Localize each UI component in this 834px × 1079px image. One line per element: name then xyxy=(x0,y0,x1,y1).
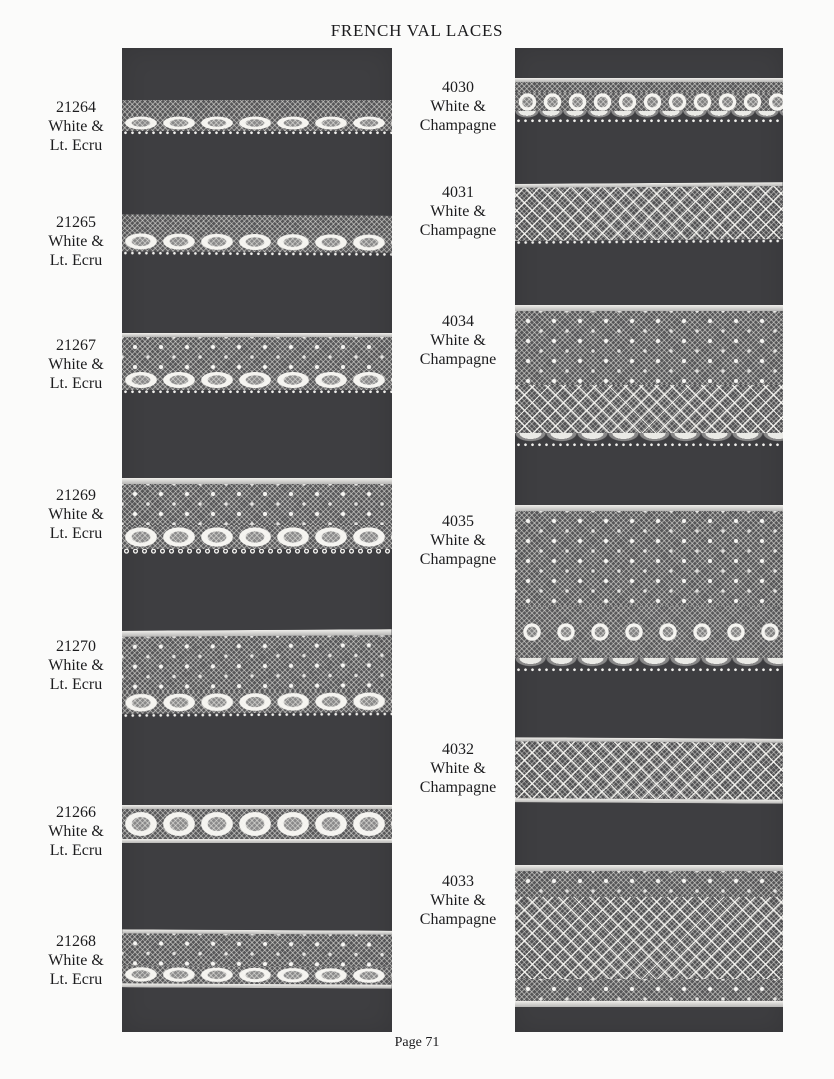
lace-band xyxy=(515,93,783,111)
lace-band xyxy=(122,337,392,370)
lace-band xyxy=(122,933,392,966)
lace-band xyxy=(515,979,783,1001)
item-color-line1: White & xyxy=(48,657,104,674)
item-code: 21265 xyxy=(56,214,96,231)
item-color-line2: Lt. Ecru xyxy=(49,842,103,859)
right-sample-panel xyxy=(515,48,783,1032)
lace-sample-4034 xyxy=(515,305,783,448)
item-color-line2: Lt. Ecru xyxy=(49,137,103,154)
item-color-line2: Lt. Ecru xyxy=(49,676,103,693)
lace-band xyxy=(515,606,783,658)
item-color-line1: White & xyxy=(48,118,104,135)
lace-band xyxy=(515,1001,783,1007)
item-color-line2: Champagne xyxy=(419,779,497,796)
lace-band xyxy=(122,214,392,232)
item-label-21269 xyxy=(28,486,124,543)
item-color-line2: Lt. Ecru xyxy=(49,252,103,269)
item-label-21270 xyxy=(28,637,124,694)
lace-sample-4033 xyxy=(515,865,783,1007)
lace-band xyxy=(122,370,392,390)
lace-band xyxy=(122,525,392,549)
lace-band xyxy=(122,390,392,395)
item-code: 21269 xyxy=(56,487,96,504)
lace-band xyxy=(122,809,392,839)
item-code: 4034 xyxy=(442,313,474,330)
lace-band xyxy=(515,798,783,803)
lace-band xyxy=(515,239,783,246)
item-color-line1: White & xyxy=(48,952,104,969)
lace-band xyxy=(122,484,392,525)
item-label-21264 xyxy=(28,98,124,155)
lace-band xyxy=(515,897,783,979)
lace-sample-4035 xyxy=(515,505,783,673)
item-code: 21270 xyxy=(56,638,96,655)
item-label-4031 xyxy=(402,183,514,240)
item-label-21265 xyxy=(28,213,124,270)
item-color-line1: White & xyxy=(430,892,486,909)
lace-band xyxy=(122,839,392,843)
item-code: 21266 xyxy=(56,804,96,821)
lace-band xyxy=(122,131,392,136)
item-color-line1: White & xyxy=(48,356,104,373)
item-color-line1: White & xyxy=(430,760,486,777)
item-label-21268 xyxy=(28,932,124,989)
lace-band xyxy=(122,251,392,257)
left-sample-panel xyxy=(122,48,392,1032)
item-color-line2: Champagne xyxy=(419,551,497,568)
item-color-line1: White & xyxy=(48,233,104,250)
lace-band xyxy=(515,119,783,124)
item-color-line2: Lt. Ecru xyxy=(49,375,103,392)
item-color-line2: Lt. Ecru xyxy=(49,971,103,988)
item-label-21266 xyxy=(28,803,124,860)
lace-band xyxy=(122,690,392,714)
item-color-line1: White & xyxy=(48,823,104,840)
item-code: 4030 xyxy=(442,79,474,96)
lace-band xyxy=(122,712,392,719)
item-label-4032 xyxy=(402,740,514,797)
lace-band xyxy=(515,871,783,897)
lace-sample-21268 xyxy=(122,929,392,988)
item-code: 4033 xyxy=(442,873,474,890)
item-color-line1: White & xyxy=(430,98,486,115)
item-label-4030 xyxy=(402,78,514,135)
lace-sample-21270 xyxy=(122,629,393,719)
lace-sample-21266 xyxy=(122,805,392,843)
item-code: 4035 xyxy=(442,513,474,530)
item-label-21267 xyxy=(28,336,124,393)
item-color-line2: Champagne xyxy=(419,911,497,928)
lace-band xyxy=(122,965,392,984)
lace-band xyxy=(515,668,783,673)
item-color-line2: Lt. Ecru xyxy=(49,525,103,542)
item-color-line2: Champagne xyxy=(419,117,497,134)
lace-sample-21264 xyxy=(122,100,392,136)
lace-band xyxy=(122,115,392,131)
item-code: 21264 xyxy=(56,99,96,116)
item-code: 4031 xyxy=(442,184,474,201)
lace-band xyxy=(515,111,783,119)
item-code: 21268 xyxy=(56,933,96,950)
lace-sample-21269 xyxy=(122,478,392,556)
item-label-4033 xyxy=(402,872,514,929)
lace-band xyxy=(515,82,783,93)
lace-band xyxy=(122,231,392,252)
lace-band xyxy=(515,186,783,241)
lace-band xyxy=(515,511,783,606)
lace-sample-4031 xyxy=(515,182,783,246)
item-label-4035 xyxy=(402,512,514,569)
item-color-line1: White & xyxy=(48,506,104,523)
lace-band xyxy=(515,443,783,448)
lace-band xyxy=(515,311,783,385)
lace-band xyxy=(515,433,783,443)
lace-sample-4030 xyxy=(515,78,783,124)
lace-band xyxy=(515,385,783,433)
lace-sample-21265 xyxy=(122,214,392,257)
lace-sample-21267 xyxy=(122,333,392,395)
lace-band xyxy=(122,100,392,115)
item-color-line2: Champagne xyxy=(419,351,497,368)
item-color-line1: White & xyxy=(430,203,486,220)
page-number: Page 71 xyxy=(394,1035,440,1050)
page-title: FRENCH VAL LACES xyxy=(330,21,504,40)
item-color-line2: Champagne xyxy=(419,222,497,239)
lace-band xyxy=(515,741,783,799)
lace-sample-4032 xyxy=(515,737,783,803)
lace-band xyxy=(515,658,783,668)
lace-band xyxy=(122,549,392,556)
lace-band xyxy=(122,983,392,988)
item-color-line1: White & xyxy=(430,532,486,549)
lace-band xyxy=(122,635,392,692)
item-code: 21267 xyxy=(56,337,96,354)
item-label-4034 xyxy=(402,312,514,369)
item-code: 4032 xyxy=(442,741,474,758)
item-color-line1: White & xyxy=(430,332,486,349)
